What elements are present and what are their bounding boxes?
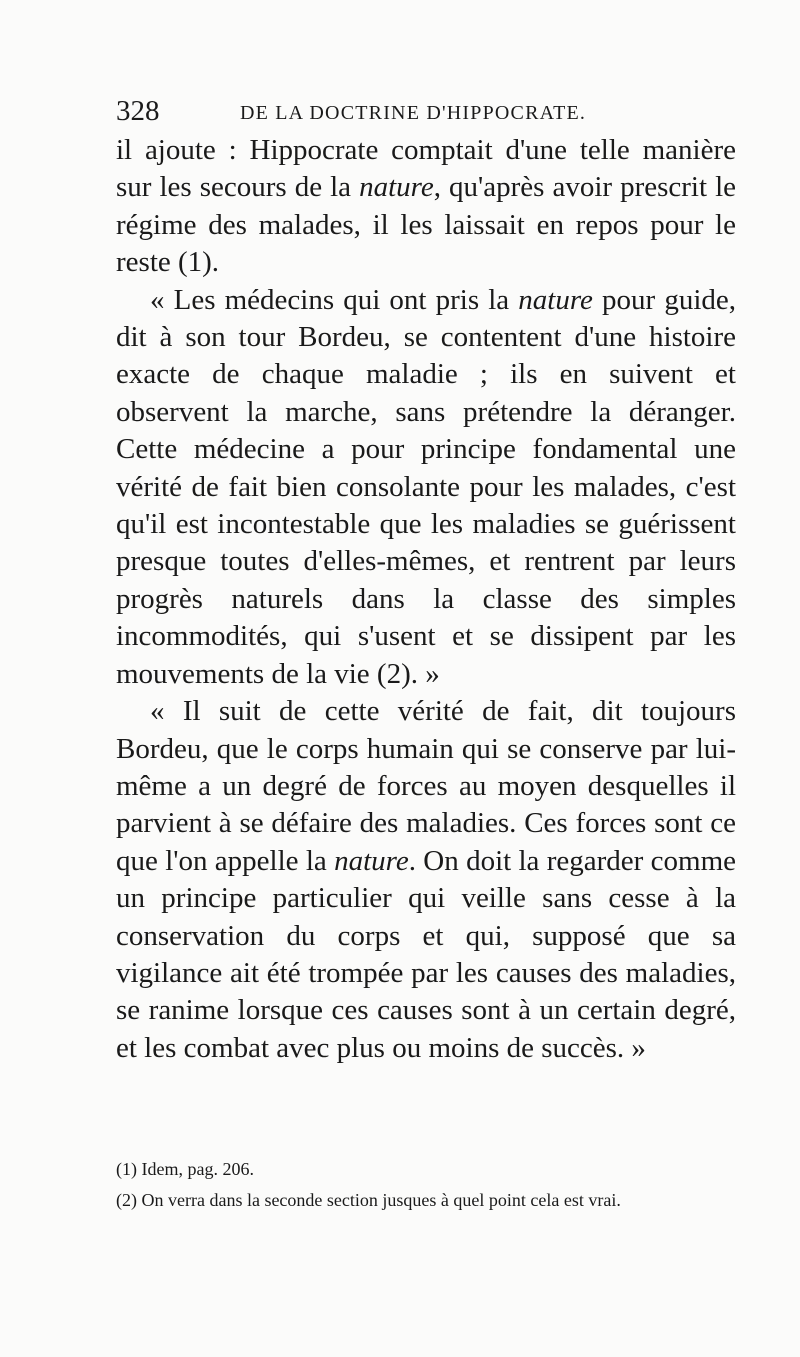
paragraph-2-italic-nature: nature: [518, 283, 593, 316]
running-head: [116, 94, 736, 128]
body-text: [116, 132, 736, 1067]
paragraph-2-text-1: « Les médecins qui ont pris la: [150, 283, 519, 316]
paragraph-2: [116, 282, 736, 693]
running-title: DE LA DOCTRINE D'HIPPOCRATE.: [240, 102, 587, 124]
paragraph-3-italic-nature: nature: [334, 844, 409, 877]
footnotes: [116, 1156, 736, 1214]
footnote-2: (2) On verra dans la seconde section jusques à quel point cela est vrai.: [116, 1190, 621, 1210]
paragraph-2-text-2: pour guide, dit à son tour Bordeu, se contentent d'une histoire exacte de chaque maladie ; ils en suivent et observent la marche, sans prétendre la déranger. Cette médecine a pour principe fondamental une vérité de fait bien consolante pour les malades, c'est qu'il est incontestable que les maladies se guérissent presque toutes d'elles-mêmes, et rentrent par leurs progrès naturels dans la classe des simples incommodités, qui s'usent et se dissipent par les mouvements de la vie (2). »: [116, 283, 736, 690]
paragraph-1-italic-nature: nature: [359, 171, 434, 204]
paragraph-1-text-1: il ajoute : Hippocrate comptait d'une telle manière sur les secours de la: [116, 134, 736, 204]
paragraph-3-text-2: . On doit la regarder comme un principe particulier qui veille sans cesse à la conservation du corps et qui, supposé que sa vigilance ait été trompée par les causes des maladies, se ranime lorsque ces causes sont à un certain degré, et les combat avec plus ou moins de succès. »: [116, 844, 737, 1064]
paragraph-3-text-1: « Il suit de cette vérité de fait, dit toujours Bordeu, que le corps humain qui se conserve par lui-même a un degré de forces au moyen desquelles il parvient à se défaire des maladies. Ces forces sont ce que l'on appelle la: [116, 695, 736, 877]
footnote-1: (1) Idem, pag. 206.: [116, 1159, 254, 1179]
paragraph-1-text-2: , qu'après avoir prescrit le régime des malades, il les laissait en repos pour le reste (1).: [116, 171, 736, 279]
page-number: 328: [116, 95, 160, 127]
paragraph-3: [116, 693, 736, 1067]
paragraph-1: [116, 132, 736, 282]
